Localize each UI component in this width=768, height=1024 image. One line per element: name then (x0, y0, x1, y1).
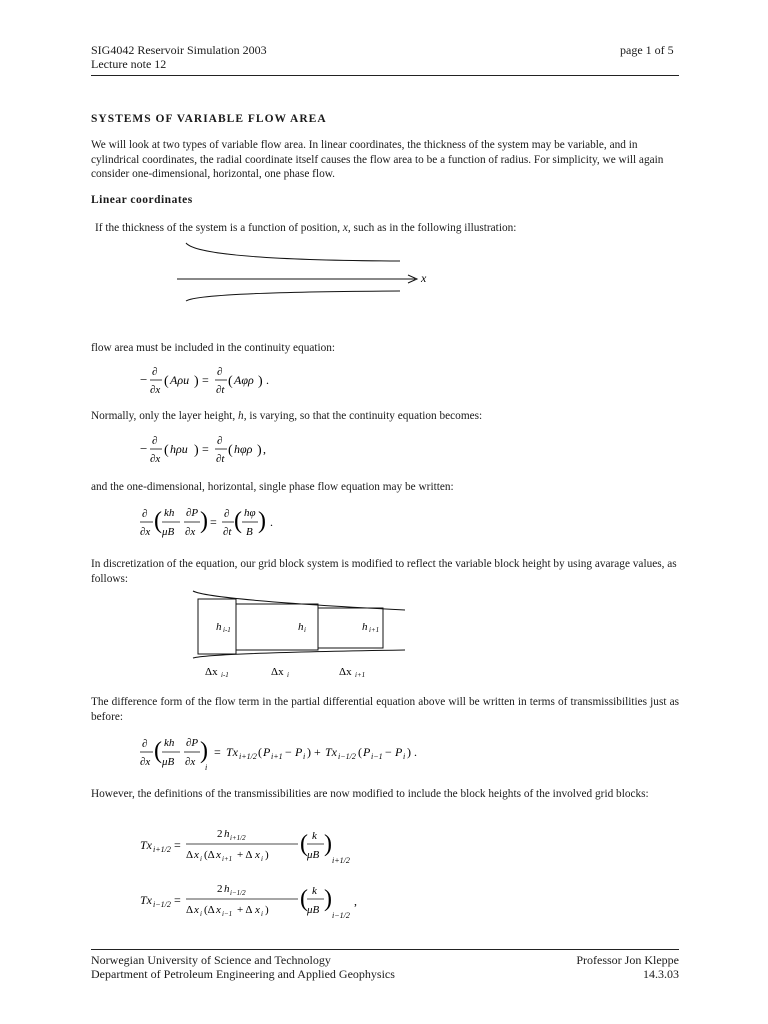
svg-text:Tx: Tx (325, 745, 337, 759)
thickness-var: x, (342, 222, 351, 234)
svg-text:∂: ∂ (217, 435, 223, 447)
svg-text:−: − (385, 745, 392, 759)
difference-paragraph: The difference form of the flow term in the partial differential equation above will be written in terms of transmissibilities just as before: (91, 696, 679, 723)
svg-text:i+1: i+1 (222, 855, 233, 863)
svg-text:x: x (216, 849, 221, 861)
svg-text:h: h (224, 883, 230, 895)
svg-text:=: = (202, 442, 209, 456)
svg-text:∂x: ∂x (150, 384, 161, 396)
svg-text:i−1: i−1 (371, 752, 383, 761)
svg-text:∂t: ∂t (216, 453, 225, 465)
svg-text:P: P (263, 745, 271, 759)
svg-text:(: ( (154, 508, 162, 534)
svg-text:(: ( (258, 745, 262, 759)
svg-text:.: . (270, 515, 273, 529)
footer-rule (91, 949, 679, 950)
dx-sub-3: i+1 (355, 671, 366, 679)
svg-text:i: i (200, 910, 202, 918)
svg-text:kh: kh (164, 507, 175, 519)
difference-equation (140, 732, 440, 778)
svg-text:(: ( (234, 508, 242, 534)
svg-text:Tx: Tx (140, 838, 152, 852)
however-paragraph: However, the definitions of the transmissibilities are now modified to include the block heights of the involved grid blocks: (91, 788, 649, 800)
svg-text:): ) (258, 374, 263, 389)
svg-text:.: . (266, 373, 269, 387)
thickness-text-end: such as in the following illustration: (353, 222, 517, 234)
normally-var: h, (238, 410, 247, 422)
svg-text:): ) (258, 508, 266, 534)
footer-department: Department of Petroleum Engineering and Applied Geophysics (91, 967, 395, 981)
h-sub-1: i-1 (223, 626, 231, 634)
footer-date: 14.3.03 (643, 967, 679, 981)
svg-text:Δ: Δ (186, 849, 194, 861)
continuity-equation-1 (140, 363, 280, 399)
svg-text:kh: kh (164, 737, 175, 749)
svg-text:x: x (194, 904, 199, 916)
svg-text:∂x: ∂x (140, 756, 151, 768)
svg-text:) +: ) + (307, 745, 321, 759)
section-title: SYSTEMS OF VARIABLE FLOW AREA (91, 113, 327, 125)
svg-text:(: ( (154, 738, 162, 764)
svg-text:∂: ∂ (142, 738, 148, 750)
discretization-paragraph: In discretization of the equation, our grid block system is modified to reflect the variable block height by using avarage values, as follows: (91, 558, 677, 585)
svg-text:∂P: ∂P (186, 737, 199, 749)
svg-text:x: x (255, 849, 260, 861)
svg-text:i−1: i−1 (222, 910, 233, 918)
svg-text:∂: ∂ (152, 366, 158, 378)
thickness-text: If the thickness of the system is a function of position, (95, 222, 341, 234)
svg-text:μB: μB (307, 904, 320, 916)
svg-text:Δ: Δ (186, 904, 194, 916)
h-label-1: h (216, 621, 222, 633)
svg-text:x: x (255, 904, 260, 916)
intro-paragraph: We will look at two types of variable flow area. In linear coordinates, the thickness of the system may be variable, and in cylindrical coordinates, the radial coordinate itself causes the flow area to be a function of radius. For simplicity, we will again consider one-dimensional, horizontal, one phase flow. (91, 139, 664, 181)
thickness-illustration (170, 238, 440, 306)
svg-text:): ) (324, 831, 332, 857)
normally-text-end: is varying, so that the continuity equation becomes: (249, 410, 483, 422)
svg-text:i+1/2: i+1/2 (239, 752, 257, 761)
svg-text:): ) (200, 738, 208, 764)
svg-text:i+1/2: i+1/2 (230, 834, 246, 842)
svg-text:): ) (194, 374, 199, 389)
svg-text:∂: ∂ (217, 366, 223, 378)
svg-text:∂: ∂ (152, 435, 158, 447)
thickness-paragraph (95, 221, 683, 236)
svg-text:−: − (140, 441, 148, 456)
svg-text:Tx: Tx (140, 893, 152, 907)
svg-text:B: B (246, 526, 253, 538)
svg-text:P: P (363, 745, 371, 759)
dx-label-3: Δx (339, 666, 352, 678)
continuity-equation-2 (140, 432, 280, 468)
dx-label-1: Δx (205, 666, 218, 678)
svg-text:x: x (194, 849, 199, 861)
svg-text:): ) (265, 904, 269, 916)
svg-text:hφ: hφ (244, 507, 256, 519)
svg-text:(: ( (228, 374, 233, 389)
dx-sub-2: i (287, 671, 289, 679)
svg-text:∂x: ∂x (185, 526, 196, 538)
header-rule (91, 75, 679, 76)
svg-text:∂x: ∂x (150, 453, 161, 465)
grid-block-illustration (190, 588, 415, 683)
svg-text:∂: ∂ (142, 508, 148, 520)
h-label-2: h (298, 621, 304, 633)
svg-text:(Δ: (Δ (204, 904, 215, 916)
svg-text:i−1/2: i−1/2 (153, 900, 171, 909)
svg-text:i: i (200, 855, 202, 863)
svg-text:μB: μB (162, 756, 175, 768)
transmissibility-eq-plus (140, 823, 360, 867)
one-dim-paragraph: and the one-dimensional, horizontal, single phase flow equation may be written: (91, 481, 454, 493)
h-sub-2: i (304, 626, 306, 634)
svg-text:+ Δ: + Δ (237, 849, 253, 861)
svg-text:): ) (200, 508, 208, 534)
flow-equation (140, 500, 280, 544)
footer-author: Professor Jon Kleppe (576, 953, 679, 967)
svg-text:2: 2 (217, 828, 223, 840)
h-label-3: h (362, 621, 368, 633)
svg-text:P: P (395, 745, 403, 759)
svg-text:∂t: ∂t (223, 526, 232, 538)
svg-text:(: ( (164, 443, 169, 458)
header-page-number: page 1 of 5 (620, 43, 674, 57)
svg-text:(: ( (228, 443, 233, 458)
transmissibility-eq-minus (140, 878, 360, 922)
svg-text:i: i (303, 752, 306, 761)
svg-text:μB: μB (162, 526, 175, 538)
flow-area-paragraph: flow area must be included in the continuity equation: (91, 342, 336, 354)
svg-text:(: ( (164, 374, 169, 389)
svg-text:+ Δ: + Δ (237, 904, 253, 916)
svg-text:Aρu: Aρu (170, 373, 190, 387)
svg-text:Aφρ: Aφρ (234, 373, 254, 387)
svg-text:,: , (263, 442, 266, 456)
svg-text:∂t: ∂t (216, 384, 225, 396)
svg-text:=: = (202, 373, 209, 387)
svg-text:h: h (224, 828, 230, 840)
svg-text:): ) (194, 443, 199, 458)
svg-text:(: ( (300, 831, 308, 857)
svg-text:∂x: ∂x (140, 526, 151, 538)
svg-text:i+1/2: i+1/2 (153, 845, 171, 854)
svg-text:=: = (174, 838, 181, 852)
svg-text:): ) (324, 886, 332, 912)
svg-text:=: = (174, 893, 181, 907)
svg-text:x: x (216, 904, 221, 916)
subheading-linear: Linear coordinates (91, 194, 193, 206)
normally-paragraph (91, 409, 679, 424)
h-sub-3: i+1 (369, 626, 380, 634)
svg-text:i−1/2: i−1/2 (230, 889, 246, 897)
svg-text:) .: ) . (407, 745, 417, 759)
x-axis-label: x (421, 271, 427, 285)
svg-text:i−1/2: i−1/2 (338, 752, 356, 761)
svg-text:i+1: i+1 (271, 752, 283, 761)
svg-text:P: P (295, 745, 303, 759)
svg-text:Tx: Tx (226, 745, 238, 759)
svg-text:): ) (265, 849, 269, 861)
svg-text:i+1/2: i+1/2 (332, 856, 350, 865)
svg-text:2: 2 (217, 883, 223, 895)
svg-text:hφρ: hφρ (234, 442, 253, 456)
svg-text:(: ( (300, 886, 308, 912)
svg-text:(: ( (358, 745, 362, 759)
normally-text: Normally, only the layer height, (91, 410, 236, 422)
svg-text:=: = (214, 745, 221, 759)
header-course: SIG4042 Reservoir Simulation 2003 (91, 43, 267, 57)
dx-label-2: Δx (271, 666, 284, 678)
svg-text:,: , (354, 894, 357, 908)
svg-text:i: i (261, 910, 263, 918)
svg-text:∂x: ∂x (185, 756, 196, 768)
svg-text:μB: μB (307, 849, 320, 861)
svg-text:=: = (210, 515, 217, 529)
svg-text:∂: ∂ (224, 508, 230, 520)
footer-university: Norwegian University of Science and Technology (91, 953, 331, 967)
header-lecture-note: Lecture note 12 (91, 57, 167, 71)
dx-sub-1: i-1 (221, 671, 229, 679)
svg-text:): ) (257, 443, 262, 458)
svg-text:k: k (312, 885, 317, 897)
svg-text:k: k (312, 830, 317, 842)
svg-text:∂P: ∂P (186, 507, 199, 519)
svg-text:hρu: hρu (170, 442, 188, 456)
svg-text:i−1/2: i−1/2 (332, 911, 350, 920)
svg-text:−: − (140, 372, 148, 387)
svg-text:i: i (403, 752, 406, 761)
svg-text:(Δ: (Δ (204, 849, 215, 861)
svg-text:i: i (261, 855, 263, 863)
svg-text:−: − (285, 745, 292, 759)
svg-text:i: i (205, 763, 208, 772)
